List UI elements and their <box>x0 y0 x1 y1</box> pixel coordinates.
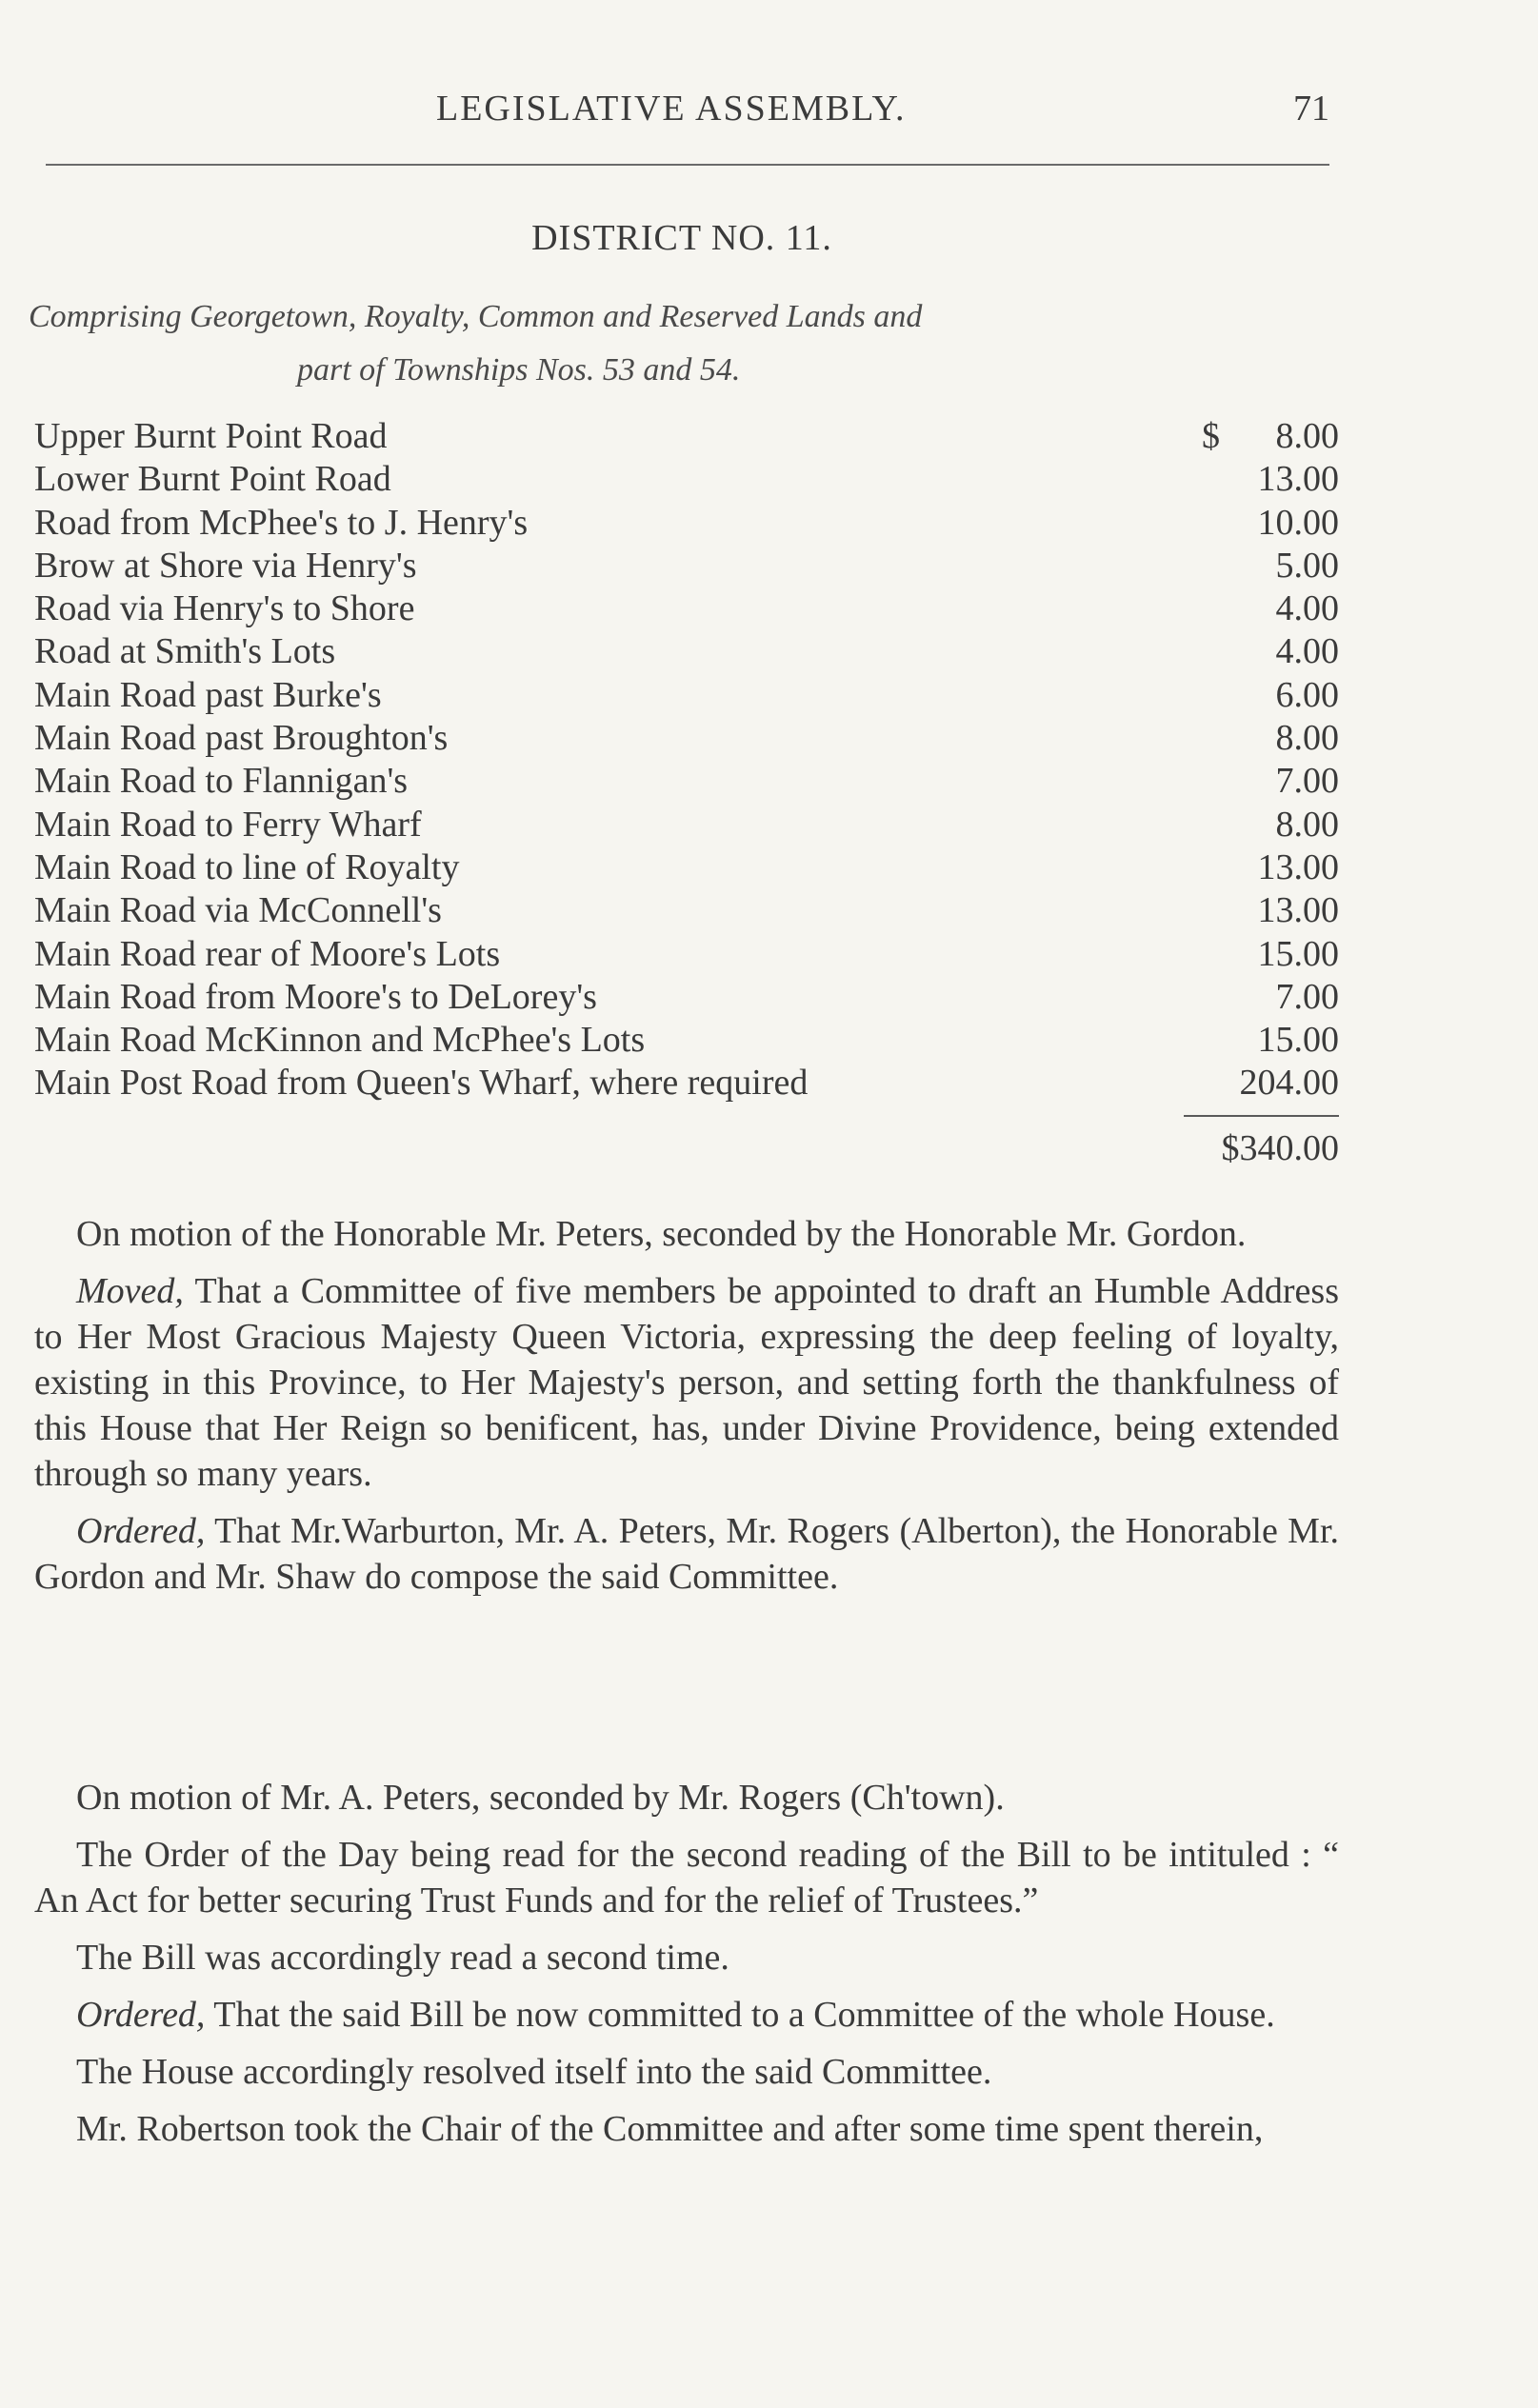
road-name: Main Road rear of Moore's Lots <box>34 933 501 974</box>
ordered-paragraph <box>34 1992 1339 2038</box>
ordered-text: That the said Bill be now committed to a Committee of the whole House. <box>205 1995 1275 2035</box>
road-amount: 13.00 <box>1257 459 1339 500</box>
road-amount: 10.00 <box>1257 502 1339 543</box>
moved-label: Moved, <box>76 1271 184 1311</box>
road-amount: 4.00 <box>1275 631 1339 672</box>
total-amount: $340.00 <box>1221 1128 1339 1168</box>
ordered-label: Ordered, <box>76 1995 206 2035</box>
page-number: 71 <box>1293 89 1329 129</box>
resolved-paragraph: The House accordingly resolved itself into the said Committee. <box>76 2052 992 2092</box>
road-name: Main Road past Burke's <box>34 674 382 715</box>
road-row <box>34 674 1339 717</box>
dollar-sign: $ <box>1202 416 1220 456</box>
road-name: Road from McPhee's to J. Henry's <box>34 502 529 543</box>
road-amount: 13.00 <box>1257 890 1339 931</box>
road-name: Main Road to line of Royalty <box>34 846 460 887</box>
motion-loyal-address <box>34 1211 1339 1611</box>
road-amount: 15.00 <box>1257 933 1339 974</box>
road-amount: 204.00 <box>1239 1063 1339 1104</box>
road-name: Main Road past Broughton's <box>34 718 449 759</box>
district-subtitle <box>29 290 1171 397</box>
road-row <box>34 415 1339 458</box>
road-amount: 6.00 <box>1275 674 1339 715</box>
ordered-label: Ordered, <box>76 1511 206 1551</box>
road-row <box>34 933 1339 976</box>
road-name: Road via Henry's to Shore <box>34 588 415 629</box>
road-row <box>34 502 1339 545</box>
road-amount: 8.00 <box>1275 804 1339 845</box>
road-name: Main Road McKinnon and McPhee's Lots <box>34 1020 646 1061</box>
road-row <box>34 1062 1339 1104</box>
road-row <box>34 1019 1339 1062</box>
road-row <box>34 458 1339 501</box>
motion-intro: On motion of the Honorable Mr. Peters, seconded by the Honorable Mr. Gordon. <box>76 1214 1247 1254</box>
header-rule <box>46 164 1329 166</box>
read-second-paragraph: The Bill was accordingly read a second time. <box>76 1938 729 1978</box>
road-amount: 4.00 <box>1275 588 1339 629</box>
road-name: Main Road via McConnell's <box>34 890 442 931</box>
road-amount: 13.00 <box>1257 846 1339 887</box>
ordered-text: That Mr.Warburton, Mr. A. Peters, Mr. Rogers (Alberton), the Honorable Mr. Gordon and Mr. Shaw do compose the said Committee. <box>34 1511 1339 1597</box>
road-amount: 15.00 <box>1257 1020 1339 1061</box>
road-row <box>34 889 1339 932</box>
motion-intro: On motion of Mr. A. Peters, seconded by Mr. Rogers (Ch'town). <box>76 1778 1005 1818</box>
road-row <box>34 545 1339 587</box>
road-row <box>34 630 1339 673</box>
running-head: LEGISLATIVE ASSEMBLY. <box>436 89 907 129</box>
order-of-day-paragraph: The Order of the Day being read for the second reading of the Bill to be intituled : “ An Act for better securing Trust Funds and for the relief of Trustees.” <box>34 1835 1339 1920</box>
total-rule <box>1184 1115 1339 1117</box>
road-appropriations-table <box>34 415 1339 1105</box>
subtitle-line-2: part of Townships Nos. 53 and 54. <box>297 352 741 388</box>
road-amount: 5.00 <box>1275 545 1339 586</box>
road-name: Main Road to Flannigan's <box>34 761 409 802</box>
road-name: Lower Burnt Point Road <box>34 459 391 500</box>
district-title: DISTRICT NO. 11. <box>531 218 832 258</box>
road-name: Brow at Shore via Henry's <box>34 545 417 586</box>
road-row <box>34 717 1339 760</box>
road-amount: 8.00 <box>1275 718 1339 759</box>
road-row <box>34 804 1339 846</box>
motion-trust-funds-bill <box>34 1775 1339 2163</box>
road-row <box>34 760 1339 803</box>
road-name: Upper Burnt Point Road <box>34 416 388 456</box>
moved-text: That a Committee of five members be appointed to draft an Humble Address to Her Most Gracious Majesty Queen Victoria, expressing the deep feeling of loyalty, existing in this Province, to Her Majesty's person, and setting forth the thankfulness of this House that Her Reign so benificent, has, under Divine Providence, being extended through so many years. <box>34 1271 1339 1494</box>
road-row <box>34 976 1339 1019</box>
road-amount: 7.00 <box>1275 976 1339 1017</box>
road-name: Main Road from Moore's to DeLorey's <box>34 976 597 1017</box>
road-amount: 8.00 <box>1275 416 1339 456</box>
road-row <box>34 846 1339 889</box>
moved-paragraph <box>34 1268 1339 1497</box>
road-name: Main Post Road from Queen's Wharf, where required <box>34 1063 809 1104</box>
road-name: Main Road to Ferry Wharf <box>34 804 422 845</box>
subtitle-line-1: Comprising Georgetown, Royalty, Common and Reserved Lands and <box>29 299 923 334</box>
road-row <box>34 587 1339 630</box>
road-name: Road at Smith's Lots <box>34 631 336 672</box>
ordered-paragraph <box>34 1508 1339 1600</box>
road-amount: 7.00 <box>1275 761 1339 802</box>
chair-paragraph: Mr. Robertson took the Chair of the Committee and after some time spent therein, <box>76 2109 1264 2149</box>
